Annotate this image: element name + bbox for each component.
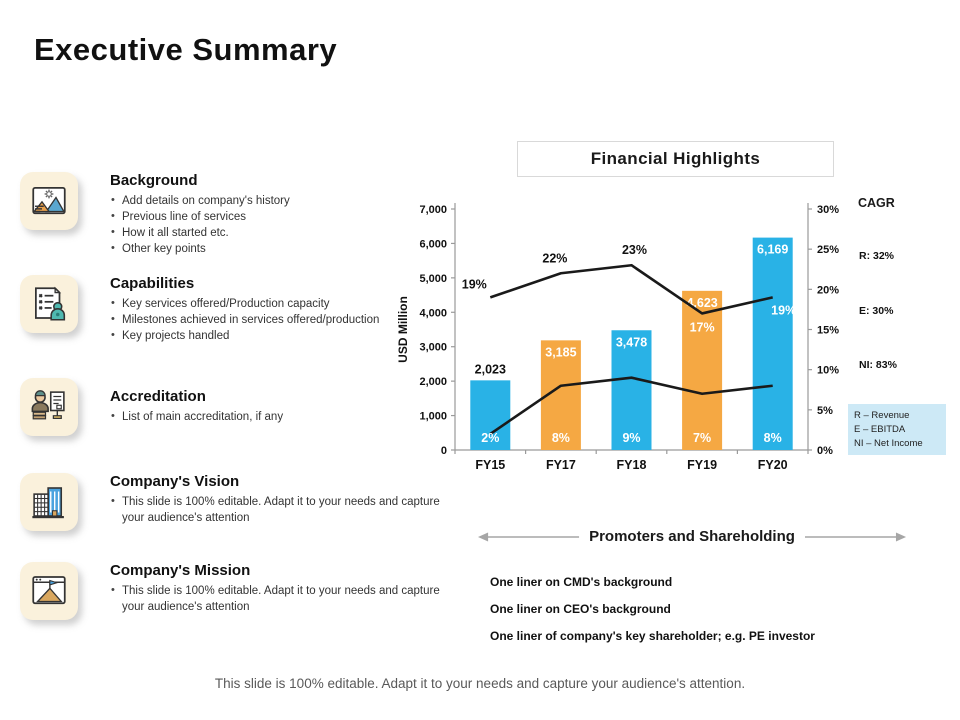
legend-line: R – Revenue (854, 410, 910, 421)
svg-text:25%: 25% (817, 244, 840, 257)
svg-text:9%: 9% (622, 431, 641, 445)
checklist-person-icon (20, 275, 78, 333)
section-title: Company's Vision (110, 473, 240, 490)
svg-text:FY17: FY17 (545, 458, 576, 472)
svg-text:6,000: 6,000 (419, 238, 447, 251)
section-bullet: • Key services offered/Production capacity (110, 296, 379, 312)
person-certificate-icon (20, 378, 78, 436)
svg-text:FY18: FY18 (616, 458, 647, 472)
cagr-panel (845, 196, 957, 466)
image-gear-icon (20, 172, 78, 230)
svg-text:7,000: 7,000 (419, 204, 447, 216)
svg-text:20%: 20% (817, 284, 840, 297)
section-company-s-vision (20, 473, 450, 531)
svg-text:19%: 19% (461, 277, 487, 292)
svg-text:30%: 30% (817, 204, 840, 216)
section-bullet: • List of main accreditation, if any (110, 409, 283, 425)
svg-text:10%: 10% (817, 364, 840, 377)
svg-text:3,478: 3,478 (615, 335, 648, 350)
svg-text:4,623: 4,623 (686, 295, 718, 310)
right-arrow-icon (805, 531, 906, 543)
footer-note: This slide is 100% editable. Adapt it to your needs and capture your audience's attention. (214, 676, 746, 691)
promoters-title: Promoters and Shareholding (589, 528, 795, 545)
svg-text:2%: 2% (481, 431, 500, 445)
promoter-line: One liner of company's key shareholder; e.g. PE investor (490, 629, 815, 643)
legend-line: NI – Net Income (854, 437, 923, 449)
svg-text:USD Million: USD Million (396, 296, 410, 363)
promoter-line: One liner on CEO's background (490, 602, 671, 616)
svg-text:3,185: 3,185 (545, 345, 577, 360)
svg-text:6,169: 6,169 (757, 242, 789, 257)
promoters-section (478, 528, 906, 643)
promoter-line: One liner on CMD's background (490, 575, 673, 589)
cagr-item: E: 30% (859, 305, 894, 317)
chart-title: Financial Highlights (517, 141, 834, 177)
section-title: Accreditation (110, 388, 206, 405)
section-bullet: • Previous line of services (110, 209, 290, 225)
section-bullet: • Milestones achieved in services offered/production (110, 312, 379, 328)
financial-chart (393, 197, 840, 482)
svg-text:5%: 5% (817, 404, 833, 417)
slide-title: Executive Summary (34, 32, 338, 67)
section-capabilities (20, 272, 450, 344)
cagr-item: R: 32% (859, 250, 895, 262)
svg-text:17%: 17% (689, 320, 715, 335)
section-bullet: • Other key points (110, 241, 290, 257)
svg-text:0%: 0% (817, 445, 833, 457)
left-arrow-icon (478, 531, 579, 543)
section-bullet: • This slide is 100% editable. Adapt it to your needs and capture your audience's attention (110, 494, 450, 526)
section-bullet: • Add details on company's history (110, 193, 290, 209)
svg-text:FY19: FY19 (687, 458, 718, 472)
section-title: Company's Mission (110, 562, 251, 579)
section-background (20, 172, 450, 257)
svg-text:3,000: 3,000 (419, 341, 447, 354)
svg-text:4,000: 4,000 (419, 307, 447, 320)
svg-text:23%: 23% (621, 243, 648, 258)
svg-text:FY20: FY20 (757, 458, 788, 472)
section-title: Capabilities (110, 275, 195, 292)
svg-text:0: 0 (440, 445, 447, 457)
svg-text:1,000: 1,000 (419, 410, 447, 423)
svg-text:8%: 8% (551, 431, 570, 445)
svg-text:19%: 19% (771, 303, 797, 318)
svg-text:22%: 22% (542, 251, 568, 266)
cagr-item: NI: 83% (859, 359, 897, 371)
buildings-icon (20, 473, 78, 531)
section-company-s-mission (20, 562, 450, 620)
cagr-title: CAGR (858, 196, 895, 210)
legend-line: E – EBITDA (854, 423, 906, 435)
section-bullet: • Key projects handled (110, 328, 379, 344)
svg-text:8%: 8% (763, 431, 782, 445)
flag-image-icon (20, 562, 78, 620)
svg-text:2,023: 2,023 (474, 362, 506, 377)
section-title: Background (110, 172, 198, 189)
svg-text:15%: 15% (817, 324, 840, 337)
svg-text:FY15: FY15 (475, 458, 506, 472)
section-bullet: • This slide is 100% editable. Adapt it to your needs and capture your audience's attention (110, 583, 450, 615)
svg-text:7%: 7% (693, 431, 712, 445)
svg-text:2,000: 2,000 (419, 376, 447, 389)
chart-legend (848, 404, 946, 455)
section-bullet: • How it all started etc. (110, 225, 290, 241)
section-accreditation (20, 378, 450, 436)
svg-text:5,000: 5,000 (419, 272, 447, 285)
